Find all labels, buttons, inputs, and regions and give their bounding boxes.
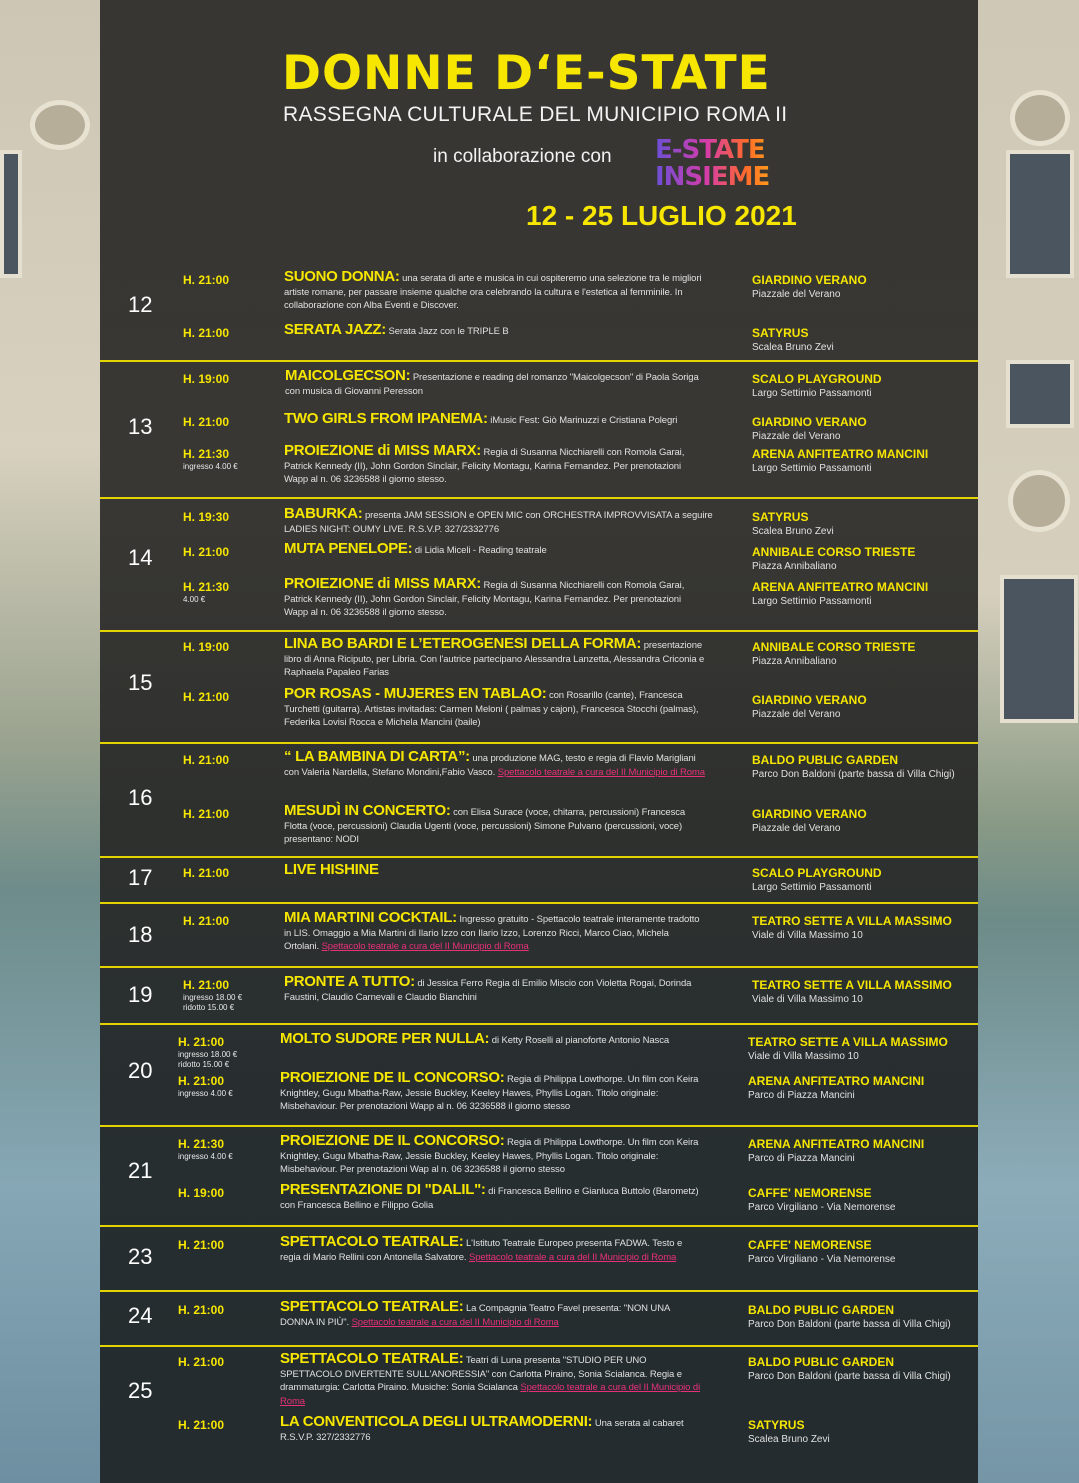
day-number: 17: [128, 865, 153, 890]
event-description: Regia di Susanna Nicchiarelli con Romola Garai, Patrick Kennedy (II), John Gordon Sinclair, Felicity Montagu, Karina Fernandez. Per prenotazioni Wapp al n. 06 3236588 il giorno stesso.: [284, 447, 685, 485]
event-time: H. 21:30: [183, 447, 230, 461]
event-description: presentazione libro di Anna Riciputo, per Libria. Con l'autrice partecipano Alessandra Lanzetta, Alessandra Criconia e Raphaela Papaleo Farias: [284, 640, 705, 678]
event-description: Ingresso gratuito - Spettacolo teatrale interamente tradotto in LIS. Omaggio a Mia Martini di Ilario Izzo con Ilario Izzo, Lorenzo Ricci, Marco Ciao, Michela Ortolani.: [284, 914, 700, 952]
facade-window: [0, 150, 22, 278]
venue-name: ARENA ANFITEATRO MANCINI: [748, 1137, 925, 1151]
venue-name: BALDO PUBLIC GARDEN: [752, 753, 898, 767]
day-separator: [100, 742, 978, 744]
event-description: con Rosarillo (cante), Francesca Turchetti (guitarra). Artistas invitadas: Carmen Meloni ( palmas y cajon), Francesca Stocchi (palmas), Federika Lovisi Rocca e Michela Mancini (baile): [284, 690, 699, 728]
event-title: LINA BO BARDI E L’ETEROGENESI DELLA FORMA:: [284, 635, 642, 652]
event-description: iMusic Fest: Giò Marinuzzi e Cristiana Polegri: [490, 415, 678, 426]
event-description: presenta JAM SESSION e OPEN MIC con ORCHESTRA IMPROVVISATA a seguire LADIES NIGHT: OUMY LIVE. R.S.V.P. 327/2332776: [284, 510, 713, 535]
event-price: ingresso 18.00 € ridotto 15.00 €: [178, 1050, 238, 1069]
event-title: PRESENTAZIONE DI "DALIL":: [280, 1181, 486, 1198]
venue-name: ARENA ANFITEATRO MANCINI: [752, 447, 929, 461]
venue-address: Parco Don Baldoni (parte bassa di Villa Chigi): [752, 769, 955, 780]
event-venue: [748, 1186, 970, 1214]
facade-window: [1006, 150, 1074, 278]
event-description-block: [285, 369, 710, 398]
facade-window: [1000, 575, 1078, 723]
event-title: SUONO DONNA:: [284, 268, 400, 285]
event-price: ingresso 4.00 €: [183, 462, 238, 471]
event-description: Teatri di Luna presenta "STUDIO PER UNO SPETTACOLO DIVERTENTE SULL'ANORESSIA" con Carlotta Piraino, Sonia Scialanca. Regia e drammaturgia: Carlotta Piraino. Musiche: Sonia Scialanca: [280, 1355, 682, 1393]
day-separator: [100, 630, 978, 632]
event-time: H. 21:00: [178, 1418, 225, 1432]
event-venue: [752, 914, 974, 942]
event-title: BABURKA:: [284, 505, 363, 522]
event-price: ingresso 18.00 € ridotto 15.00 €: [183, 993, 243, 1012]
venue-name: CAFFE' NEMORENSE: [748, 1186, 872, 1200]
event-description-block: [284, 323, 709, 339]
event-title: SPETTACOLO TEATRALE:: [280, 1298, 464, 1315]
event-description-block: [284, 804, 706, 847]
venue-name: TEATRO SETTE A VILLA MASSIMO: [752, 914, 952, 928]
event-venue: [752, 326, 974, 354]
collaboration-text: in collaborazione con: [433, 146, 612, 167]
event-title: PROIEZIONE DE IL CONCORSO:: [280, 1132, 505, 1149]
event-description-block: [284, 750, 706, 779]
event-venue: [752, 866, 974, 894]
facade-medallion: [1010, 90, 1070, 146]
day-separator: [100, 1345, 978, 1347]
venue-name: GIARDINO VERANO: [752, 693, 867, 707]
event-title: MAICOLGECSON:: [285, 367, 411, 384]
venue-name: SATYRUS: [752, 510, 809, 524]
event-venue: [748, 1303, 970, 1331]
venue-name: ARENA ANFITEATRO MANCINI: [752, 580, 929, 594]
event-title: “ LA BAMBINA DI CARTA”:: [284, 748, 470, 765]
venue-name: ANNIBALE CORSO TRIESTE: [752, 545, 916, 559]
event-venue: [752, 640, 974, 668]
event-description: La Compagnia Teatro Favel presenta: "NON UNA DONNA IN PIÙ".: [280, 1303, 670, 1328]
event-description: di Jessica Ferro Regia di Emilio Miscio con Violetta Rogai, Dorinda Faustini, Claudio Carnevali e Claudio Bianchini: [284, 978, 692, 1003]
day-number: 14: [128, 545, 153, 570]
event-description-block: [284, 637, 706, 680]
estate-insieme-logo: [655, 137, 769, 191]
logo-line: INSIEME: [655, 162, 770, 192]
poster-subtitle: RASSEGNA CULTURALE DEL MUNICIPIO ROMA II: [283, 103, 788, 126]
venue-address: Largo Settimio Passamonti: [752, 596, 872, 607]
event-time: H. 21:00: [183, 807, 230, 821]
event-venue: [752, 580, 974, 608]
event-description: con Elisa Surace (voce, chitarra, percussioni) Francesca Flotta (voce, percussioni) Claudia Ugenti (voce, percussioni) Simone Pulvano (percussioni, voce) presentano: NODI: [284, 807, 686, 845]
venue-address: Parco Virgiliano - Via Nemorense: [748, 1254, 896, 1265]
event-time: H. 21:00: [183, 914, 230, 928]
event-time: H. 21:00: [183, 545, 230, 559]
venue-address: Piazzale del Verano: [752, 431, 841, 442]
venue-name: SCALO PLAYGROUND: [752, 866, 882, 880]
event-description: una produzione MAG, testo e regia di Flavio Marigliani con Valeria Nardella, Stefano Mondini,Fabio Vasco.: [284, 753, 696, 778]
event-title: MUTA PENELOPE:: [284, 540, 413, 557]
day-separator: [100, 1023, 978, 1025]
event-venue: [752, 753, 974, 781]
venue-address: Piazzale del Verano: [752, 823, 841, 834]
event-title: MOLTO SUDORE PER NULLA:: [280, 1030, 490, 1047]
municipio-credit-link[interactable]: Spettacolo teatrale a cura del II Municipio di Roma: [280, 1382, 701, 1407]
event-title: PRONTE A TUTTO:: [284, 973, 415, 990]
event-time: H. 21:00: [183, 978, 230, 992]
event-time: H. 21:00: [183, 415, 230, 429]
event-title: MESUDÌ IN CONCERTO:: [284, 802, 451, 819]
event-description: di Ketty Roselli al pianoforte Antonio Nasca: [491, 1035, 670, 1046]
event-venue: [752, 415, 974, 443]
day-separator: [100, 1290, 978, 1292]
event-description-block: [280, 1415, 705, 1444]
event-venue: [748, 1137, 970, 1165]
event-title: TWO GIRLS FROM IPANEMA:: [284, 410, 488, 427]
event-description: Regia di Susanna Nicchiarelli con Romola Garai, Patrick Kennedy (II), John Gordon Sinclair, Felicity Montagu, Karina Fernandez. Per prenotazioni Wapp al n. 06 3236588 il giorno stesso.: [284, 580, 685, 618]
event-venue: [752, 510, 974, 538]
day-number: 23: [128, 1244, 153, 1269]
event-venue: [752, 447, 974, 475]
event-description: Una serata al cabaret R.S.V.P. 327/2332776: [280, 1418, 684, 1443]
event-venue: [748, 1418, 970, 1446]
event-description-block: [284, 412, 712, 428]
event-time: H. 21:30: [183, 580, 230, 594]
venue-address: Viale di Villa Massimo 10: [748, 1051, 859, 1062]
day-number: 13: [128, 414, 153, 439]
day-separator: [100, 1125, 978, 1127]
venue-address: Parco di Piazza Mancini: [748, 1090, 855, 1101]
event-time: H. 21:00: [178, 1074, 225, 1088]
event-description: Presentazione e reading del romanzo "Maicolgecson" di Paola Soriga con musica di Giovanni Peresson: [285, 372, 699, 397]
event-description-block: [280, 1032, 705, 1048]
venue-address: Piazza Annibaliano: [752, 656, 837, 667]
venue-address: Viale di Villa Massimo 10: [752, 930, 863, 941]
event-price: ingresso 4.00 €: [178, 1089, 233, 1098]
poster-title: DONNE D‘E-STATE: [282, 46, 771, 101]
event-description-block: [280, 1183, 705, 1212]
event-venue: [748, 1355, 970, 1383]
event-title: POR ROSAS - MUJERES EN TABLAO:: [284, 685, 547, 702]
day-number: 24: [128, 1303, 153, 1328]
event-venue: [752, 693, 974, 721]
event-title: SPETTACOLO TEATRALE:: [280, 1350, 464, 1367]
event-title: PROIEZIONE DE IL CONCORSO:: [280, 1069, 505, 1086]
event-title: LIVE HISHINE: [284, 861, 379, 878]
day-number: 16: [128, 785, 153, 810]
venue-address: Viale di Villa Massimo 10: [752, 994, 863, 1005]
facade-window: [1006, 360, 1074, 428]
event-time: H. 19:00: [178, 1186, 225, 1200]
venue-name: BALDO PUBLIC GARDEN: [748, 1355, 894, 1369]
day-number: 20: [128, 1058, 153, 1083]
event-time: H. 21:00: [183, 690, 230, 704]
event-venue: [752, 807, 974, 835]
event-description-block: [284, 687, 706, 730]
day-number: 21: [128, 1158, 153, 1183]
event-description-block: [284, 270, 709, 313]
venue-address: Piazzale del Verano: [752, 709, 841, 720]
event-description-block: [284, 507, 714, 536]
venue-address: Scalea Bruno Zevi: [752, 526, 834, 537]
event-description: di Francesca Bellino e Gianluca Buttolo (Barometz) con Francesca Bellino e Filippo Golia: [280, 1186, 699, 1211]
event-description-block: [284, 444, 706, 487]
event-title: MIA MARTINI COCKTAIL:: [284, 909, 457, 926]
day-number: 12: [128, 292, 153, 317]
municipio-credit-link[interactable]: Spettacolo teatrale a cura del II Municipio di Roma: [351, 1316, 559, 1328]
day-separator: [100, 1225, 978, 1227]
event-venue: [752, 978, 974, 1006]
event-description-block: [284, 975, 706, 1004]
event-time: H. 21:00: [183, 273, 230, 287]
event-time: H. 21:00: [178, 1355, 225, 1369]
venue-name: SATYRUS: [748, 1418, 805, 1432]
facade-medallion: [1008, 470, 1070, 532]
day-number: 19: [128, 982, 153, 1007]
logo-line: E-STATE: [655, 135, 765, 165]
event-time: H. 21:00: [178, 1303, 225, 1317]
event-description: L'Istituto Teatrale Europeo presenta FADWA. Testo e regia di Mario Rellini con Antonella Salvatore.: [280, 1238, 683, 1263]
event-title: PROIEZIONE di MISS MARX:: [284, 442, 481, 459]
event-time: H. 21:00: [183, 326, 230, 340]
venue-address: Largo Settimio Passamonti: [752, 882, 872, 893]
venue-address: Parco Don Baldoni (parte bassa di Villa Chigi): [748, 1371, 951, 1382]
day-number: 18: [128, 922, 153, 947]
venue-name: GIARDINO VERANO: [752, 807, 867, 821]
event-description-block: [284, 863, 706, 879]
venue-name: ARENA ANFITEATRO MANCINI: [748, 1074, 925, 1088]
event-description: Serata Jazz con le TRIPLE B: [388, 326, 509, 337]
event-description-block: [280, 1300, 702, 1329]
venue-address: Piazza Annibaliano: [752, 561, 837, 572]
venue-name: GIARDINO VERANO: [752, 273, 867, 287]
event-time: H. 19:30: [183, 510, 230, 524]
venue-name: GIARDINO VERANO: [752, 415, 867, 429]
event-time: H. 21:00: [183, 753, 230, 767]
day-separator: [100, 856, 978, 858]
day-separator: [100, 966, 978, 968]
municipio-credit-link[interactable]: Spettacolo teatrale a cura del II Municipio di Roma: [469, 1251, 677, 1263]
event-description: Regia di Philippa Lowthorpe. Un film con Keira Knightley, Gugu Mbatha-Raw, Jessie Buckley, Keeley Hawes, Phyllis Logan. Titolo originale: Misbehaviour. Per prenotazioni Wap al n. 06 3236588 il giorno stesso: [280, 1137, 699, 1175]
event-description-block: [280, 1352, 702, 1408]
facade-medallion: [30, 100, 90, 150]
event-time: H. 19:00: [183, 372, 230, 386]
venue-name: SCALO PLAYGROUND: [752, 372, 882, 386]
venue-address: Scalea Bruno Zevi: [748, 1434, 830, 1445]
venue-address: Parco Virgiliano - Via Nemorense: [748, 1202, 896, 1213]
event-time: H. 19:00: [183, 640, 230, 654]
event-description: Regia di Philippa Lowthorpe. Un film con Keira Knightley, Gugu Mbatha-Raw, Jessie Buckley, Keeley Hawes, Phyllis Logan. Titolo originale: Misbehaviour. Per prenotazioni Wapp al n. 06 3236588 il giorno stesso: [280, 1074, 699, 1112]
venue-address: Parco di Piazza Mancini: [748, 1153, 855, 1164]
municipio-credit-link[interactable]: Spettacolo teatrale a cura del II Municipio di Roma: [321, 941, 529, 952]
event-price: ingresso 4.00 €: [178, 1152, 233, 1161]
event-venue: [748, 1074, 970, 1102]
event-venue: [752, 545, 974, 573]
event-title: PROIEZIONE di MISS MARX:: [284, 575, 481, 592]
day-number: 15: [128, 670, 153, 695]
event-title: SPETTACOLO TEATRALE:: [280, 1233, 464, 1250]
event-title: LA CONVENTICOLA DEGLI ULTRAMODERNI:: [280, 1413, 593, 1430]
venue-address: Piazzale del Verano: [752, 289, 841, 300]
venue-address: Scalea Bruno Zevi: [752, 342, 834, 353]
venue-name: ANNIBALE CORSO TRIESTE: [752, 640, 916, 654]
event-venue: [748, 1238, 970, 1266]
event-venue: [748, 1035, 970, 1063]
venue-name: TEATRO SETTE A VILLA MASSIMO: [748, 1035, 948, 1049]
day-separator: [100, 497, 978, 499]
event-description-block: [284, 542, 709, 558]
event-time: H. 21:00: [178, 1238, 225, 1252]
festival-dates: 12 - 25 LUGLIO 2021: [526, 200, 797, 231]
venue-name: BALDO PUBLIC GARDEN: [748, 1303, 894, 1317]
day-separator: [100, 902, 978, 904]
event-time: H. 21:30: [178, 1137, 225, 1151]
venue-address: Parco Don Baldoni (parte bassa di Villa Chigi): [748, 1319, 951, 1330]
event-venue: [752, 372, 974, 400]
venue-name: TEATRO SETTE A VILLA MASSIMO: [752, 978, 952, 992]
event-time: H. 21:00: [183, 866, 230, 880]
day-number: 25: [128, 1378, 153, 1403]
event-description: una serata di arte e musica in cui ospiteremo una selezione tra le migliori artiste romane, per passare insieme qualche ora celebrando la cultura e l'estetica al femminile. In collaborazione con Alba Eventi e Discover.: [284, 273, 702, 311]
event-description: di Lidia Miceli - Reading teatrale: [414, 545, 547, 556]
event-description-block: [284, 577, 706, 620]
event-title: SERATA JAZZ:: [284, 321, 386, 338]
event-description-block: [280, 1235, 702, 1264]
event-time: H. 21:00: [178, 1035, 225, 1049]
event-description-block: [280, 1134, 702, 1177]
venue-address: Largo Settimio Passamonti: [752, 388, 872, 399]
municipio-credit-link[interactable]: Spettacolo teatrale a cura del II Municipio di Roma: [497, 766, 705, 778]
venue-name: SATYRUS: [752, 326, 809, 340]
event-description-block: [280, 1071, 702, 1114]
event-price: 4.00 €: [183, 595, 206, 604]
event-description-block: [284, 911, 706, 954]
event-venue: [752, 273, 974, 301]
day-separator: [100, 360, 978, 362]
venue-address: Largo Settimio Passamonti: [752, 463, 872, 474]
venue-name: CAFFE' NEMORENSE: [748, 1238, 872, 1252]
